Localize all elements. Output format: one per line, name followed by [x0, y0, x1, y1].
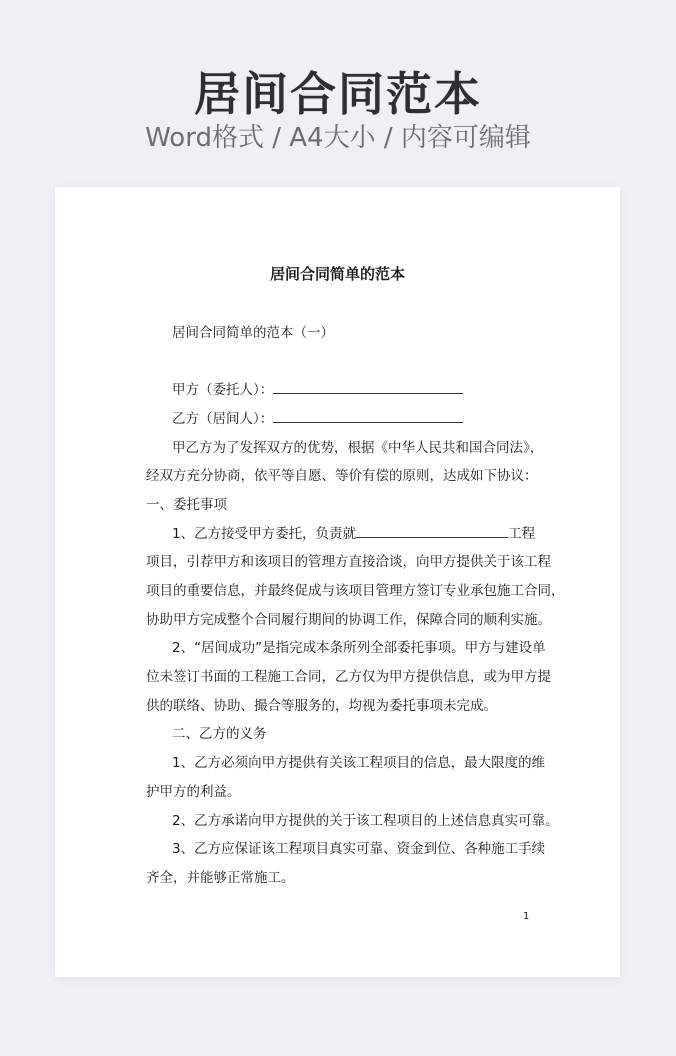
page-number: 1 [523, 911, 530, 922]
section-heading: 居间合同简单的范本（一） [172, 325, 334, 341]
party-a-blank[interactable] [273, 380, 463, 394]
item2-line: 位未签订书面的工程施工合同，乙方仅为甲方提供信息，或为甲方提 [146, 669, 551, 685]
intro-line: 经双方充分协商，依平等自愿、等价有偿的原则，达成如下协议： [146, 468, 538, 484]
duty1-line: 护甲方的利益。 [146, 784, 241, 800]
item2-line: 2、“居间成功”是指完成本条所列全部委托事项。甲方与建设单 [172, 640, 546, 656]
part1-heading: 一、委托事项 [146, 497, 227, 513]
item1-line: 项目，引荐甲方和该项目的管理方直接洽谈，向甲方提供关于该工程 [146, 554, 551, 570]
intro-line: 甲乙方为了发挥双方的优势，根据《中华人民共和国合同法》， [172, 440, 544, 456]
duty3-line: 3、乙方应保证该工程项目真实可靠、资金到位、各种施工手续 [172, 841, 546, 857]
item1-line [172, 520, 572, 548]
party-b-line [172, 405, 572, 433]
hero-title: 居间合同范本 [194, 67, 482, 121]
item1-text-b: 工程 [508, 526, 536, 542]
hero-subtitle: Word格式 / A4大小 / 内容可编辑 [145, 123, 531, 153]
party-a-label: 甲方（委托人）： [172, 382, 274, 398]
party-a-line [172, 376, 572, 404]
item2-line: 供的联络、协助、撮合等服务的，均视为委托事项未完成。 [146, 698, 497, 714]
duty3-line: 齐全，并能够正常施工。 [146, 870, 295, 886]
document-title: 居间合同简单的范本 [269, 265, 405, 283]
duty1-line: 1、乙方必须向甲方提供有关该工程项目的信息，最大限度的维 [172, 755, 546, 771]
item1-line: 协助甲方完成整个合同履行期间的协调工作，保障合同的顺利实施。 [146, 612, 551, 628]
item1-line: 项目的重要信息，并最终促成与该项目管理方签订专业承包施工合同， [146, 583, 565, 599]
document-page [55, 187, 620, 977]
duty2-line: 2、乙方承诺向甲方提供的关于该工程项目的上述信息真实可靠。 [172, 813, 559, 829]
project-name-blank[interactable] [356, 524, 508, 538]
part2-heading: 二、乙方的义务 [172, 726, 267, 742]
party-b-label: 乙方（居间人）： [172, 411, 274, 427]
item1-text-a: 1、乙方接受甲方委托，负责就 [172, 526, 357, 542]
party-b-blank[interactable] [273, 409, 463, 423]
